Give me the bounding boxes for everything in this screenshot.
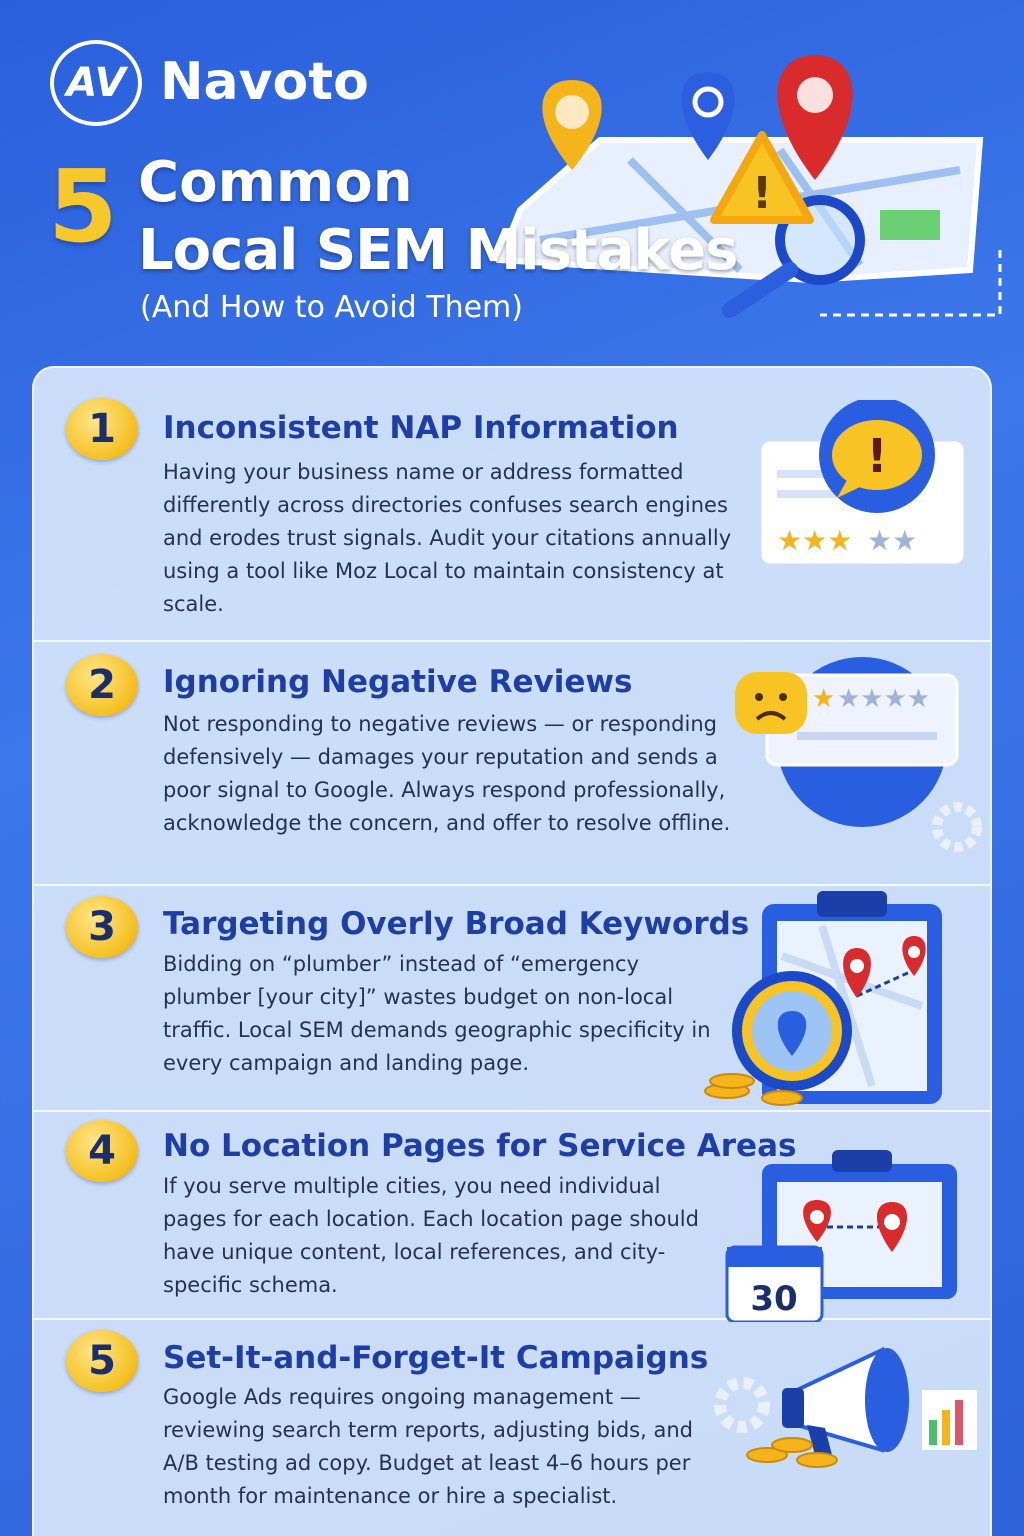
clipboard-clip-icon [817, 891, 887, 917]
mistake-body: Google Ads requires ongoing management — reviewing search term reports, adjusting bids, and A/B testing ad copy. Budget at least 4–6 hours per month for maintenance or hire a specialist. [163, 1385, 693, 1508]
mistake-1 [32, 390, 992, 642]
map-pins-illustration [480, 50, 1020, 340]
mistake-4 [32, 1112, 992, 1320]
review-card-illustration [752, 400, 972, 570]
sad-face-icon [735, 672, 807, 734]
megaphone-illustration [697, 1330, 987, 1480]
gear-icon [720, 1383, 764, 1427]
number-badge: 5 [66, 1330, 138, 1392]
negative-review-illustration [727, 647, 987, 857]
mistake-2 [32, 642, 992, 886]
mistake-body: Not responding to negative reviews — or responding defensively — damages your reputation and sends a poor signal to Google. Always respond professionally, acknowledge the concern, and offer to resolve offline. [163, 712, 731, 835]
mistake-3 [32, 886, 992, 1112]
mistake-title: Ignoring Negative Reviews [163, 664, 633, 700]
svg-text:★★★: ★★★ [777, 524, 853, 557]
svg-text:★★★★: ★★★★ [837, 684, 931, 714]
number-badge: 2 [66, 654, 138, 716]
header [0, 0, 1024, 360]
svg-text:★: ★ [812, 684, 836, 714]
number-badge: 3 [66, 896, 138, 958]
mistake-title: No Location Pages for Service Areas [163, 1128, 797, 1164]
brand-name: Navoto [160, 52, 369, 112]
mistake-body: Bidding on “plumber” instead of “emergency plumber [your city]” wastes budget on non-local traffic. Local SEM demands geographic specificity in every campaign and landing page. [163, 952, 711, 1075]
mistake-title: Set-It-and-Forget-It Campaigns [163, 1340, 709, 1376]
gear-icon [937, 807, 977, 847]
page-title-line2: Local SEM Mistakes [138, 218, 738, 283]
calendar-day: 30 [750, 1279, 798, 1319]
number-badge: 1 [66, 398, 138, 460]
svg-text:!: ! [866, 429, 888, 483]
mistake-title: Targeting Overly Broad Keywords [163, 906, 750, 942]
calendar-icon [727, 1247, 822, 1322]
svg-text:★★: ★★ [867, 524, 918, 557]
page-title-line1: Common [138, 150, 413, 215]
mistake-body: If you serve multiple cities, you need individual pages for each location. Each location page should have unique content, local references, and city-specific schema. [163, 1174, 699, 1297]
mistake-body: Having your business name or address formatted differently across directories confuses search engines and erodes trust signals. Audit your citations annually using a tool like Moz Local to maintain consistency at scale. [163, 460, 732, 616]
bar-chart-icon [922, 1390, 977, 1450]
title-number: 5 [48, 148, 118, 265]
star-rating-icon [777, 524, 917, 557]
location-pages-illustration [722, 1142, 972, 1322]
svg-text:!: ! [751, 168, 773, 219]
navoto-logo-icon: AV [50, 40, 142, 126]
clipboard-map-illustration [672, 886, 962, 1111]
number-badge: 4 [66, 1120, 138, 1182]
page-subtitle: (And How to Avoid Them) [140, 290, 523, 325]
mistake-title: Inconsistent NAP Information [163, 410, 679, 446]
location-magnifier-icon [737, 976, 847, 1086]
mistake-5 [32, 1320, 992, 1536]
